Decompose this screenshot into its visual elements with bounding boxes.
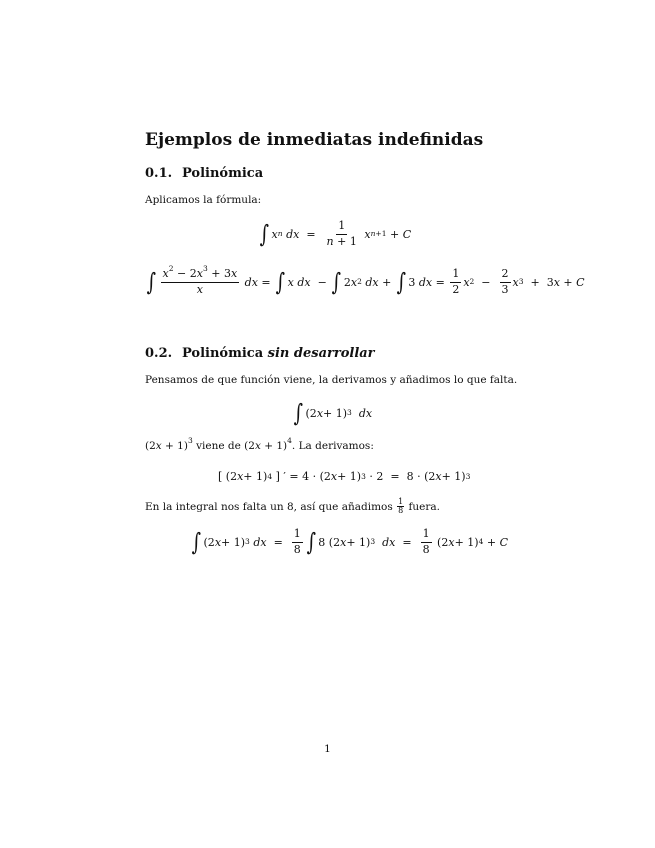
section-title: Polinómica <box>182 346 264 361</box>
section-heading-1 <box>145 166 263 181</box>
paragraph-viene-de: $(2x + 1)^3$ viene de $(2x + 1)^4$. La derivamos: <box>145 436 374 452</box>
section-number: 0.2. <box>145 346 173 361</box>
text-falta: En la integral nos falta un 8, así que añadimos <box>145 500 397 513</box>
section-number: 0.1. <box>145 166 173 181</box>
text-la-derivamos: . La derivamos: <box>291 440 374 452</box>
section-heading-2 <box>145 346 375 361</box>
paragraph-aplicamos: Aplicamos la fórmula: <box>145 194 262 206</box>
equation-power-rule: ∫ x n dx = $\frac{1}{n + 1}$ x n+1 + C <box>259 219 412 249</box>
equation-polynomial-split: ∫ $\frac{x^2 - 2x^3 + 3x}{x}$ dx = ∫ x dx − ∫ 2 x 2 dx + ∫ 3 dx = $\frac{1}{2}$ x 2 − $\frac{2}{3}$ x 3 + 3 x + C <box>146 264 585 297</box>
paragraph-pensamos: Pensamos de que función viene, la derivamos y añadimos lo que falta. <box>145 374 518 386</box>
section-title: Polinómica <box>182 166 264 181</box>
equation-integral-binomial: ∫ (2 x + 1) 3 dx <box>293 399 373 427</box>
section-title-italic: sin desarrollar <box>267 346 375 361</box>
equation-derivative: [ (2 x + 1) 4 ] ′ = 4 · (2 x + 1) 3 · 2 = 8 · (2 x + 1) 3 <box>218 470 471 483</box>
page-number: 1 <box>324 743 331 755</box>
paragraph-falta-un-8: En la integral nos falta un 8, así que añadimos $\frac{1}{8}$ fuera. <box>145 497 440 516</box>
text-fuera: fuera. <box>405 500 440 513</box>
text-viene-de: viene de <box>192 440 245 452</box>
chapter-title: Ejemplos de inmediatas indefinidas <box>145 130 484 150</box>
equation-final-result: ∫ (2 x + 1) 3 dx = $\frac{1}{8}$ ∫ 8 (2 x + 1) 3 dx = $\frac{1}{8}$ (2 x + 1) 4 + C <box>191 527 509 557</box>
